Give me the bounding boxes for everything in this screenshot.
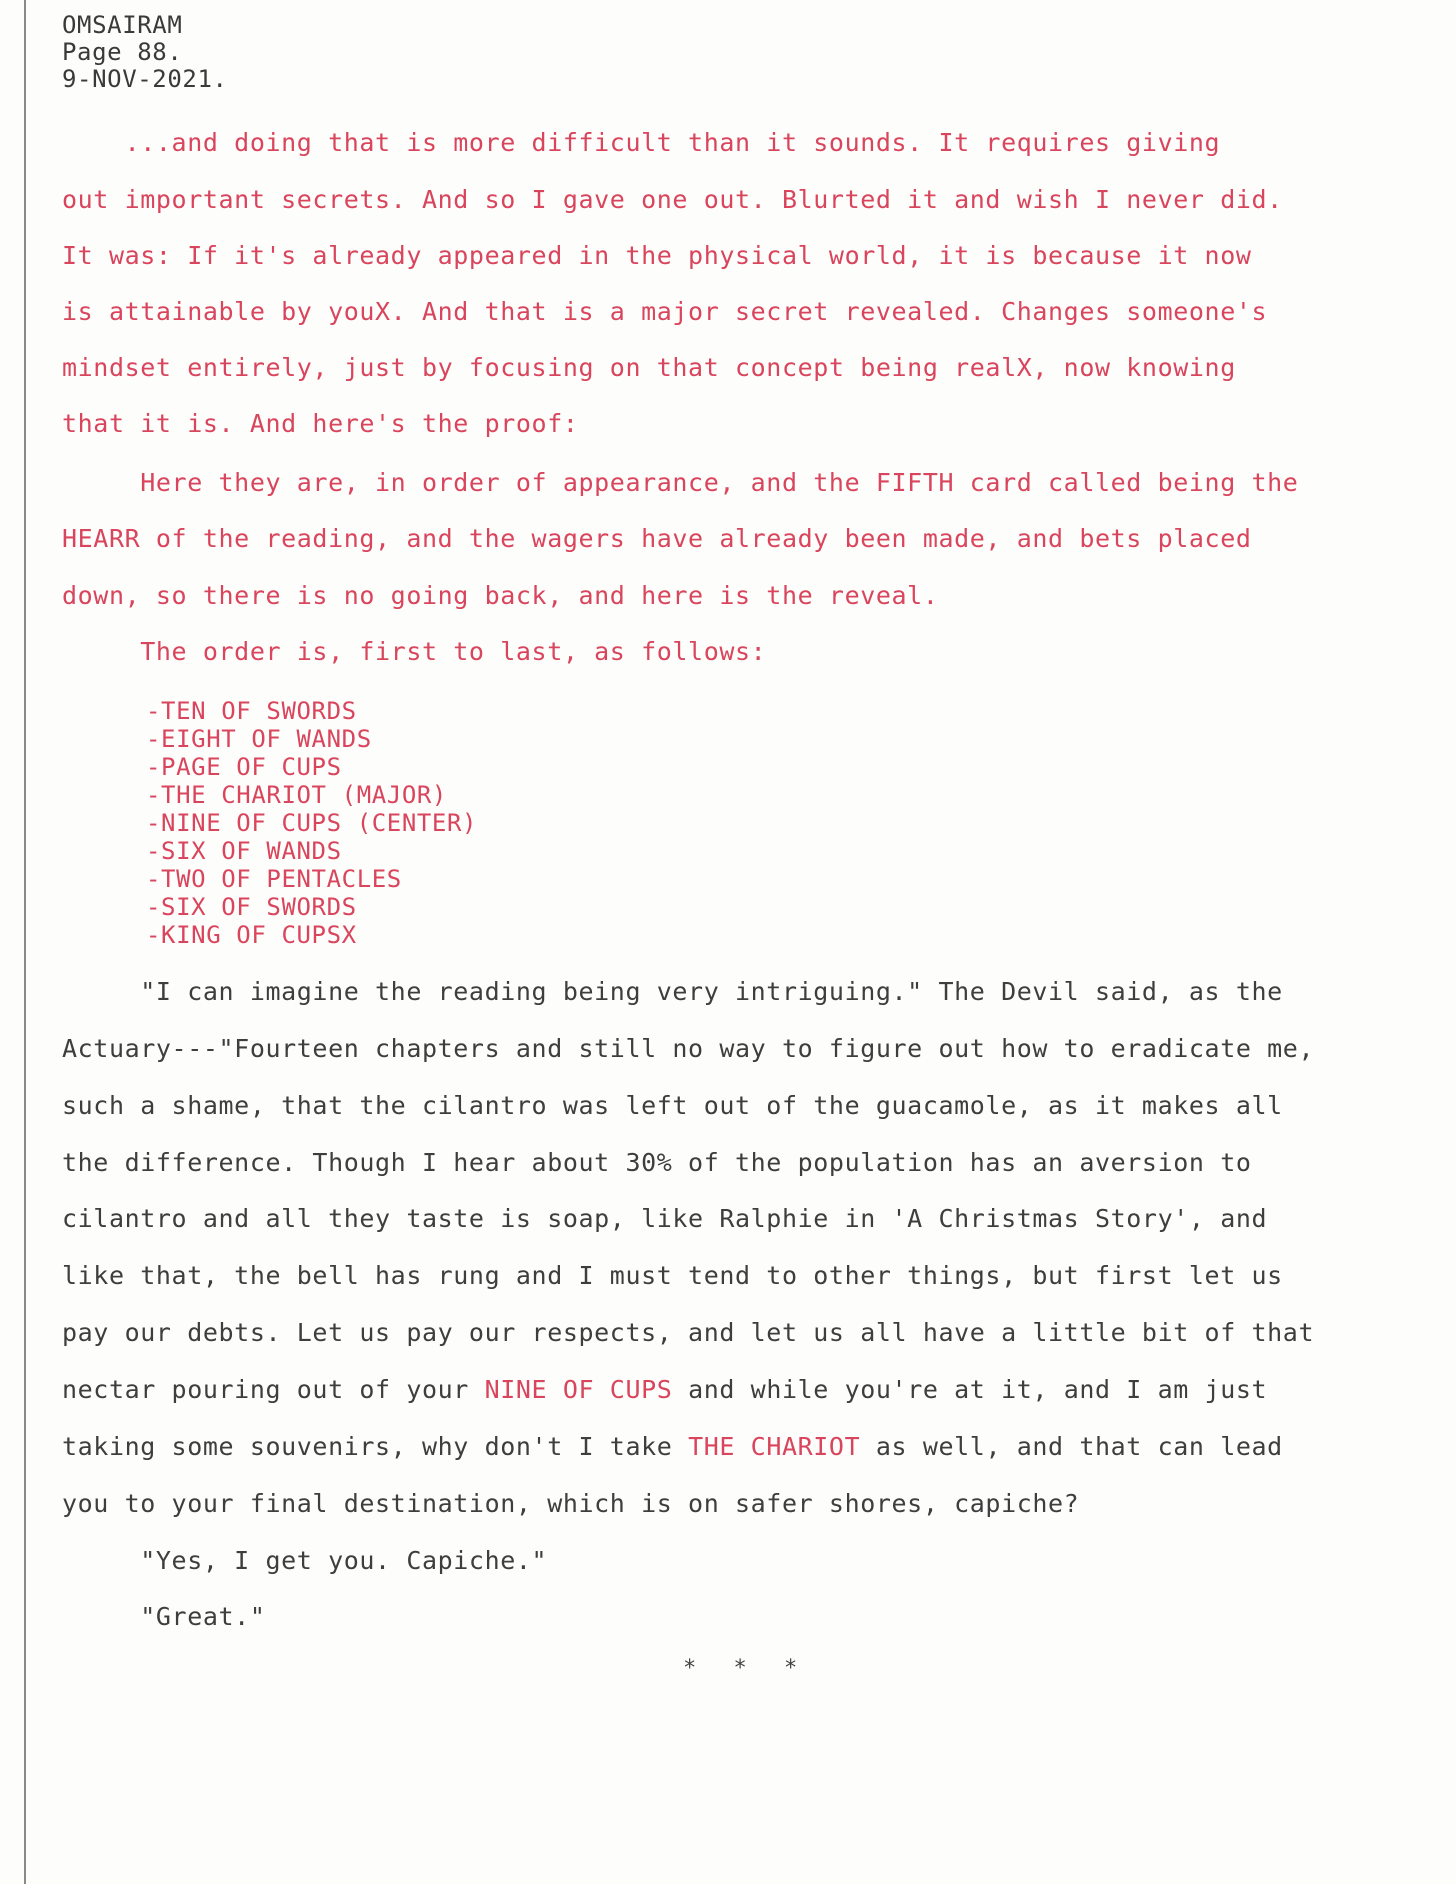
black-line: like that, the bell has rung and I must tend to other things, but first let us [62,1261,1283,1290]
black-line: cilantro and all they taste is soap, like Ralphie in 'A Christmas Story', and [62,1204,1268,1233]
text-segment: nectar pouring out of your [62,1375,485,1404]
header-page: Page 88. [62,38,183,66]
text-segment: and while you're at it, and I am just [672,1375,1268,1404]
card-list-item: -THE CHARIOT (MAJOR) [146,781,447,809]
header-name: OMSAIRAM [62,11,183,39]
red-line: It was: If it's already appeared in the physical world, it is because it now [62,241,1252,270]
black-line: "Great." [62,1602,266,1631]
card-list-item: -TEN OF SWORDS [146,697,357,725]
black-line-mixed [62,1431,1283,1463]
card-mention-the-chariot: THE CHARIOT [688,1432,861,1461]
section-divider: * * * [683,1656,810,1681]
red-line: is attainable by youX. And that is a major secret revealed. Changes someone's [62,297,1268,326]
card-list-item: -PAGE OF CUPS [146,753,342,781]
card-list-item: -SIX OF SWORDS [146,893,357,921]
black-line: you to your final destination, which is on safer shores, capiche? [62,1489,1080,1518]
card-list-item: -EIGHT OF WANDS [146,725,372,753]
red-line: mindset entirely, just by focusing on that concept being realX, now knowing [62,353,1236,382]
header-date: 9-NOV-2021. [62,65,228,93]
black-line-mixed [62,1374,1267,1406]
black-line: "I can imagine the reading being very intriguing." The Devil said, as the [62,977,1283,1006]
red-line: Here they are, in order of appearance, and the FIFTH card called being the [62,468,1299,497]
red-line: down, so there is no going back, and here is the reveal. [62,581,939,610]
card-list-item: -KING OF CUPSX [146,921,357,949]
card-list-item: -TWO OF PENTACLES [146,865,402,893]
card-list-item: -NINE OF CUPS (CENTER) [146,809,478,837]
text-segment: taking some souvenirs, why don't I take [62,1432,689,1461]
red-line: The order is, first to last, as follows: [62,637,767,666]
red-line: that it is. And here's the proof: [62,409,579,438]
card-list-item: -SIX OF WANDS [146,837,342,865]
black-line: Actuary---"Fourteen chapters and still no way to figure out how to eradicate me, [62,1034,1315,1063]
black-line: pay our debts. Let us pay our respects, and let us all have a little bit of that [62,1318,1315,1347]
text-segment: as well, and that can lead [860,1432,1283,1461]
black-line: such a shame, that the cilantro was left out of the guacamole, as it makes all [62,1091,1283,1120]
black-line: "Yes, I get you. Capiche." [62,1546,548,1575]
red-line: out important secrets. And so I gave one out. Blurted it and wish I never did. [62,185,1283,214]
scan-edge [24,0,26,1884]
card-mention-nine-of-cups: NINE OF CUPS [484,1375,673,1404]
red-line: ...and doing that is more difficult than it sounds. It requires giving [62,128,1221,157]
black-line: the difference. Though I hear about 30% of the population has an aversion to [62,1148,1252,1177]
red-line: HEARR of the reading, and the wagers have already been made, and bets placed [62,524,1252,553]
